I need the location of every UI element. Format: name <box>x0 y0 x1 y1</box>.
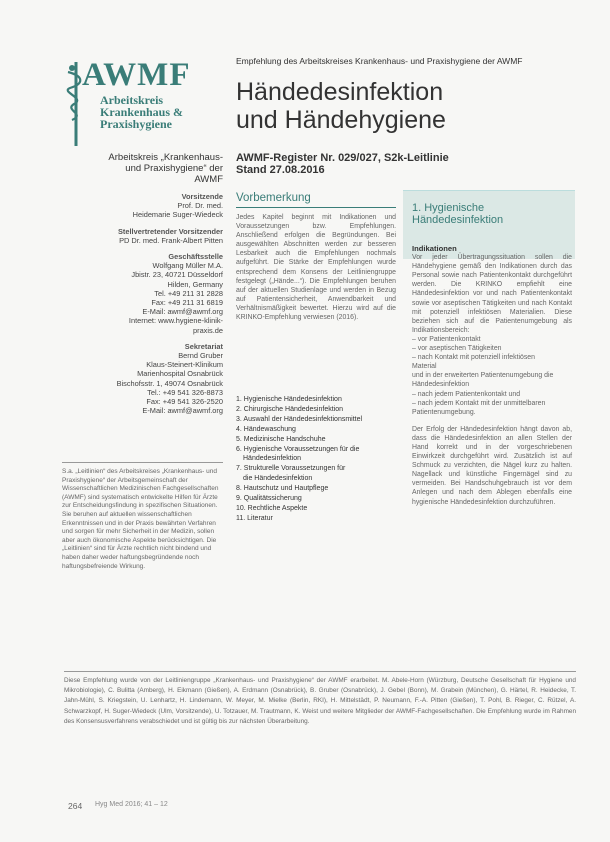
toc-item: Händedesinfektion <box>243 455 301 463</box>
registry-info: AWMF-Register Nr. 029/027, S2k-Leitlinie Stand 27.08.2016 <box>236 152 449 176</box>
toc-item: 8. Hautschutz und Hautpflege <box>236 485 329 493</box>
toc-item: 6. Hygienische Voraussetzungen für die <box>236 445 360 453</box>
secretariat-block: Sekretariat Bernd Gruber Klaus-Steinert-Klinikum Marienhospital Osnabrück Bischofsstr. 1, 49074 Osnabrück Tel.: +49 541 326-8873 Fax: +49 541 326-2520 E-Mail: awmf@awmf.org <box>116 341 223 416</box>
toc-item: 1. Hygienische Händedesinfektion <box>236 396 342 403</box>
indication-list: – vor Patientenkontakt – vor aseptischen Tätigkeiten – nach Kontakt mit potenziell infektiösen Material und in der erweiterten Patientenumgebung die Händedesinfektion – nach jedem Patientenkontakt und – nach jedem Kontakt mit der unmittelbaren Patientenumgebung. <box>412 335 554 416</box>
table-of-contents <box>236 395 401 524</box>
toc-item: 11. Literatur <box>236 514 273 522</box>
page-title: Händedesinfektion und Händehygiene <box>236 78 446 134</box>
toc-item: 5. Medizinische Handschuhe <box>236 435 326 443</box>
indications-heading: Indikationen <box>412 244 457 253</box>
footnote-rule <box>64 671 576 672</box>
logo-wordmark: AWMF <box>82 57 191 93</box>
toc-item: die Händedesinfektion <box>243 475 313 483</box>
document-header: Empfehlung des Arbeitskreises Krankenhaus- und Praxishygiene der AWMF <box>236 56 523 66</box>
footnote: Diese Empfehlung wurde von der Leitliniengruppe „Krankenhaus- und Praxishygiene“ der AWMF erarbeitet. M. Abele-Horn (Würzburg, Deutsche Gesellschaft für Hygiene und Mikrobiologie), C. Bulitta (Amberg), H. Eikmann (Gießen), A. Erdmann (Osnabrück), B. Gruber (Osnabrück), J. Gebel (Bonn), M. Grabein (München), G. Härtel, R. Heidecke, T. Jahn-Mühl, S. Kriegstein, U. Lenhartz, H. Lindemann, W. Meyer, M. Mielke (Berlin, RKI), H. Mittelstädt, P. Neumann, F.-A. Pitten (Gießen), T. Pohl, B. Rieger, C. Rützel, A. Schwarzkopf, H. Suger-Wiedeck (Ulm, Vorsitzende), U. Totzauer, M. Trautmann, K. Weist und weitere Mitglieder der AWMF-Fachgesellschaften. Die Empfehlung wurde im Rahmen des Konsensusverfahrens verabschiedet und ist gültig bis zur nächsten Überarbeitung. <box>64 677 576 725</box>
guideline-note: S.a. „Leitlinien“ des Arbeitskreises „Krankenhaus- und Praxishygiene“ der Arbeitsgemeinschaft der Wissenschaftlichen Medizinischen Fachgesellschaften (AWMF) sind systematisch entwickelte Hilfen für Ärzte zur Entscheidungsfindung in spezifischen Situationen. Sie beruhen auf aktuellen wissenschaftlichen Erkenntnissen und in der Praxis bewährten Verfahren und sorgen für mehr Sicherheit in der Medizin, sollen aber auch ökonomische Aspekte berücksichtigen. Die „Leitlinien“ sind für Ärzte rechtlich nicht bindend und haben daher weder haftungsbegründende noch haftungsbefreiende Wirkung. <box>62 468 219 570</box>
journal-info: Hyg Med 2016; 41 – 12 <box>95 801 168 808</box>
section-1-title: 1. Hygienische Händedesinfektion <box>412 202 504 226</box>
working-group-heading: Arbeitskreis „Krankenhaus- und Praxishygiene“ der AWMF <box>108 152 223 185</box>
section-1-body <box>412 244 572 507</box>
left-sidebar <box>60 152 223 422</box>
toc-item: 7. Strukturelle Voraussetzungen für <box>236 465 346 473</box>
logo-subtitle: Arbeitskreis Krankenhaus & Praxishygiene <box>100 93 184 131</box>
section-1-paragraph: Der Erfolg der Händedesinfektion hängt davon ab, dass die Händedesinfektion an allen Stellen der Hand korrekt und in der vorgeschriebenen Einwirkzeit durchgeführt wird. Zusätzlich ist auf Schmuck zu verzichten, die Nägel kurz zu halten. Nagellack und künstliche Fingernägel sind zu vermeiden. Bei Handschuhgebrauch ist vor dem Anlegen und nach dem Ablegen ebenfalls eine hygienische Händedesinfektion durchzuführen. <box>412 425 572 506</box>
vice-chair-block: Stellvertretender Vorsitzender PD Dr. med. Frank-Albert Pitten <box>117 226 223 245</box>
toc-item: 9. Qualitätssicherung <box>236 495 302 503</box>
intro-rule <box>236 207 396 208</box>
toc-item: 4. Händewaschung <box>236 425 296 433</box>
intro-heading: Vorbemerkung <box>236 192 311 204</box>
divider <box>62 462 223 463</box>
toc-item: 10. Rechtliche Aspekte <box>236 504 308 512</box>
chair-block: Vorsitzende Prof. Dr. med. Heidemarie Suger-Wiedeck <box>132 192 223 220</box>
intro-text: Jedes Kapitel beginnt mit Indikationen und Voraussetzungen bzw. Empfehlungen. Anschließend erfolgen die Begründungen. Bei ausgewählten Abschnitten werden zur besseren Lesbarkeit auch die Empfehlungen nochmals aufgeführt. Die Stärke der Empfehlungen wurde entsprechend dem Konsens der Leitliniengruppe festgelegt („Hände...“). Die Empfehlungen beruhen auf der aktuellen Studienlage und werden in Bezug auf Patientensicherheit, Anwendbarkeit und Verhältnismäßigkeit bewertet. Hierzu wird auf die KRINKO-Empfehlung verwiesen (2016). <box>236 214 396 322</box>
toc-item: 3. Auswahl der Händedesinfektionsmittel <box>236 415 363 423</box>
section-1-paragraph: Vor jeder Übertragungssituation sollen die Händehygiene gemäß den Indikationen durch das Personal sowie nach Patientenkontakt durchgeführt werden. Die KRINKO empfiehlt eine Händedesinfektion vor und nach Patientenkontakt sowie vor aseptischen Tätigkeiten und nach Kontakt mit potenziell infektiösen Materialien. Diese beziehen sich auf die Patientenumgebung als Indikationsbereich: <box>412 254 572 334</box>
toc-item: 2. Chirurgische Händedesinfektion <box>236 405 344 413</box>
office-block: Geschäftsstelle Wolfgang Müller M.A. Jbistr. 23, 40721 Düsseldorf Hilden, Germany Tel. +49 211 31 2828 Fax: +49 211 31 6819 E-Mail: awmf@awmf.org Internet: www.hygiene-klinik- praxis.de <box>128 252 223 335</box>
page-number: 264 <box>68 801 83 811</box>
